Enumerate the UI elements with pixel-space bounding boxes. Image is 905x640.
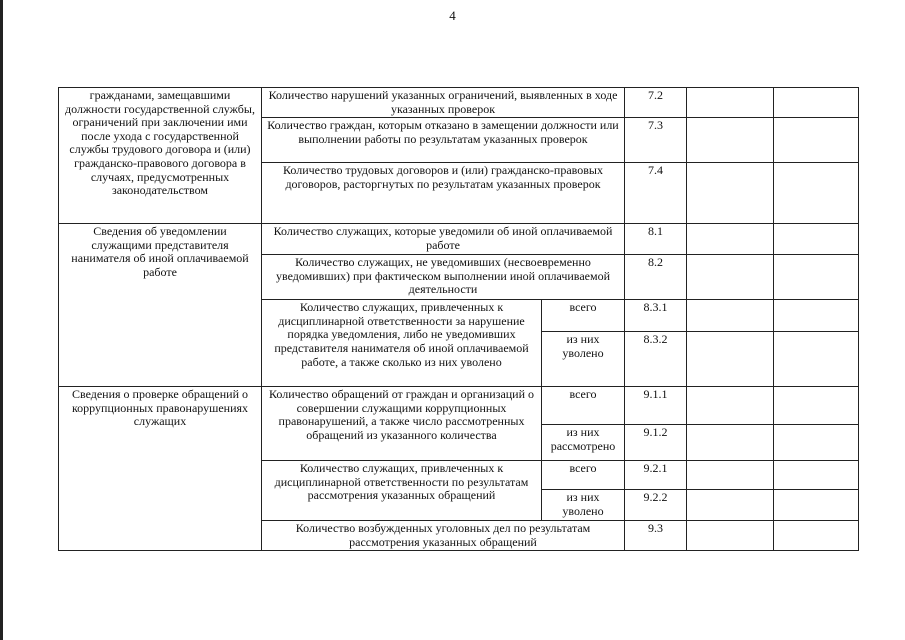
- indicator-cell: Количество нарушений указанных ограничений, выявленных в ходе указанных проверок: [262, 88, 625, 118]
- report-table: [58, 87, 859, 551]
- indicator-cell: Количество возбужденных уголовных дел по результатам рассмотрения указанных обращений: [262, 521, 625, 551]
- code-cell: 8.1: [625, 224, 687, 255]
- value-cell: [774, 332, 859, 387]
- indicator-cell: Количество трудовых договоров и (или) гражданско-правовых договоров, расторгнутых по результатам указанных проверок: [262, 163, 625, 224]
- subrow-label: всего: [542, 461, 625, 490]
- table-row: [59, 88, 859, 118]
- code-cell: 9.1.1: [625, 387, 687, 425]
- subrow-label: из них уволено: [542, 490, 625, 521]
- value-cell: [774, 300, 859, 332]
- section-cell: Сведения об уведомлении служащими представителя нанимателя об иной оплачиваемой работе: [59, 224, 262, 387]
- subrow-label: всего: [542, 387, 625, 425]
- value-cell: [687, 163, 774, 224]
- value-cell: [687, 255, 774, 300]
- value-cell: [774, 118, 859, 163]
- value-cell: [687, 224, 774, 255]
- table-row: [59, 387, 859, 425]
- value-cell: [687, 118, 774, 163]
- value-cell: [687, 490, 774, 521]
- code-cell: 9.2.1: [625, 461, 687, 490]
- code-cell: 9.3: [625, 521, 687, 551]
- value-cell: [774, 163, 859, 224]
- value-cell: [774, 224, 859, 255]
- section-cell: гражданами, замещавшими должности государственной службы, ограничений при заключении ими после ухода с государственной службы трудового договора и (или) гражданско-правового договора в случаях, предусмотренных законодательством: [59, 88, 262, 224]
- value-cell: [774, 387, 859, 425]
- value-cell: [687, 88, 774, 118]
- subrow-label: всего: [542, 300, 625, 332]
- subrow-label: из них рассмотрено: [542, 425, 625, 461]
- indicator-cell: Количество служащих, привлеченных к дисциплинарной ответственности за нарушение порядка уведомления, либо не уведомивших представителя нанимателя об иной оплачиваемой работе, а также сколько из них уволено: [262, 300, 542, 387]
- indicator-cell: Количество служащих, привлеченных к дисциплинарной ответственности по результатам рассмотрения указанных обращений: [262, 461, 542, 521]
- value-cell: [774, 490, 859, 521]
- indicator-cell: Количество служащих, которые уведомили об иной оплачиваемой работе: [262, 224, 625, 255]
- indicator-cell: Количество граждан, которым отказано в замещении должности или выполнении работы по результатам указанных проверок: [262, 118, 625, 163]
- table-row: [59, 224, 859, 255]
- code-cell: 7.3: [625, 118, 687, 163]
- code-cell: 8.3.1: [625, 300, 687, 332]
- code-cell: 9.1.2: [625, 425, 687, 461]
- page-number: 4: [449, 8, 456, 23]
- value-cell: [687, 461, 774, 490]
- code-cell: 8.2: [625, 255, 687, 300]
- code-cell: 7.4: [625, 163, 687, 224]
- subrow-label: из них уволено: [542, 332, 625, 387]
- value-cell: [774, 461, 859, 490]
- indicator-cell: Количество служащих, не уведомивших (несвоевременно уведомивших) при фактическом выполнении иной оплачиваемой деятельности: [262, 255, 625, 300]
- value-cell: [687, 300, 774, 332]
- value-cell: [687, 521, 774, 551]
- value-cell: [687, 387, 774, 425]
- section-cell: Сведения о проверке обращений о коррупционных правонарушениях служащих: [59, 387, 262, 551]
- code-cell: 7.2: [625, 88, 687, 118]
- value-cell: [687, 425, 774, 461]
- scan-edge: [0, 0, 3, 640]
- value-cell: [687, 332, 774, 387]
- value-cell: [774, 425, 859, 461]
- indicator-cell: Количество обращений от граждан и организаций о совершении служащими коррупционных правонарушений, а также число рассмотренных обращений из указанного количества: [262, 387, 542, 461]
- value-cell: [774, 521, 859, 551]
- code-cell: 8.3.2: [625, 332, 687, 387]
- value-cell: [774, 88, 859, 118]
- code-cell: 9.2.2: [625, 490, 687, 521]
- value-cell: [774, 255, 859, 300]
